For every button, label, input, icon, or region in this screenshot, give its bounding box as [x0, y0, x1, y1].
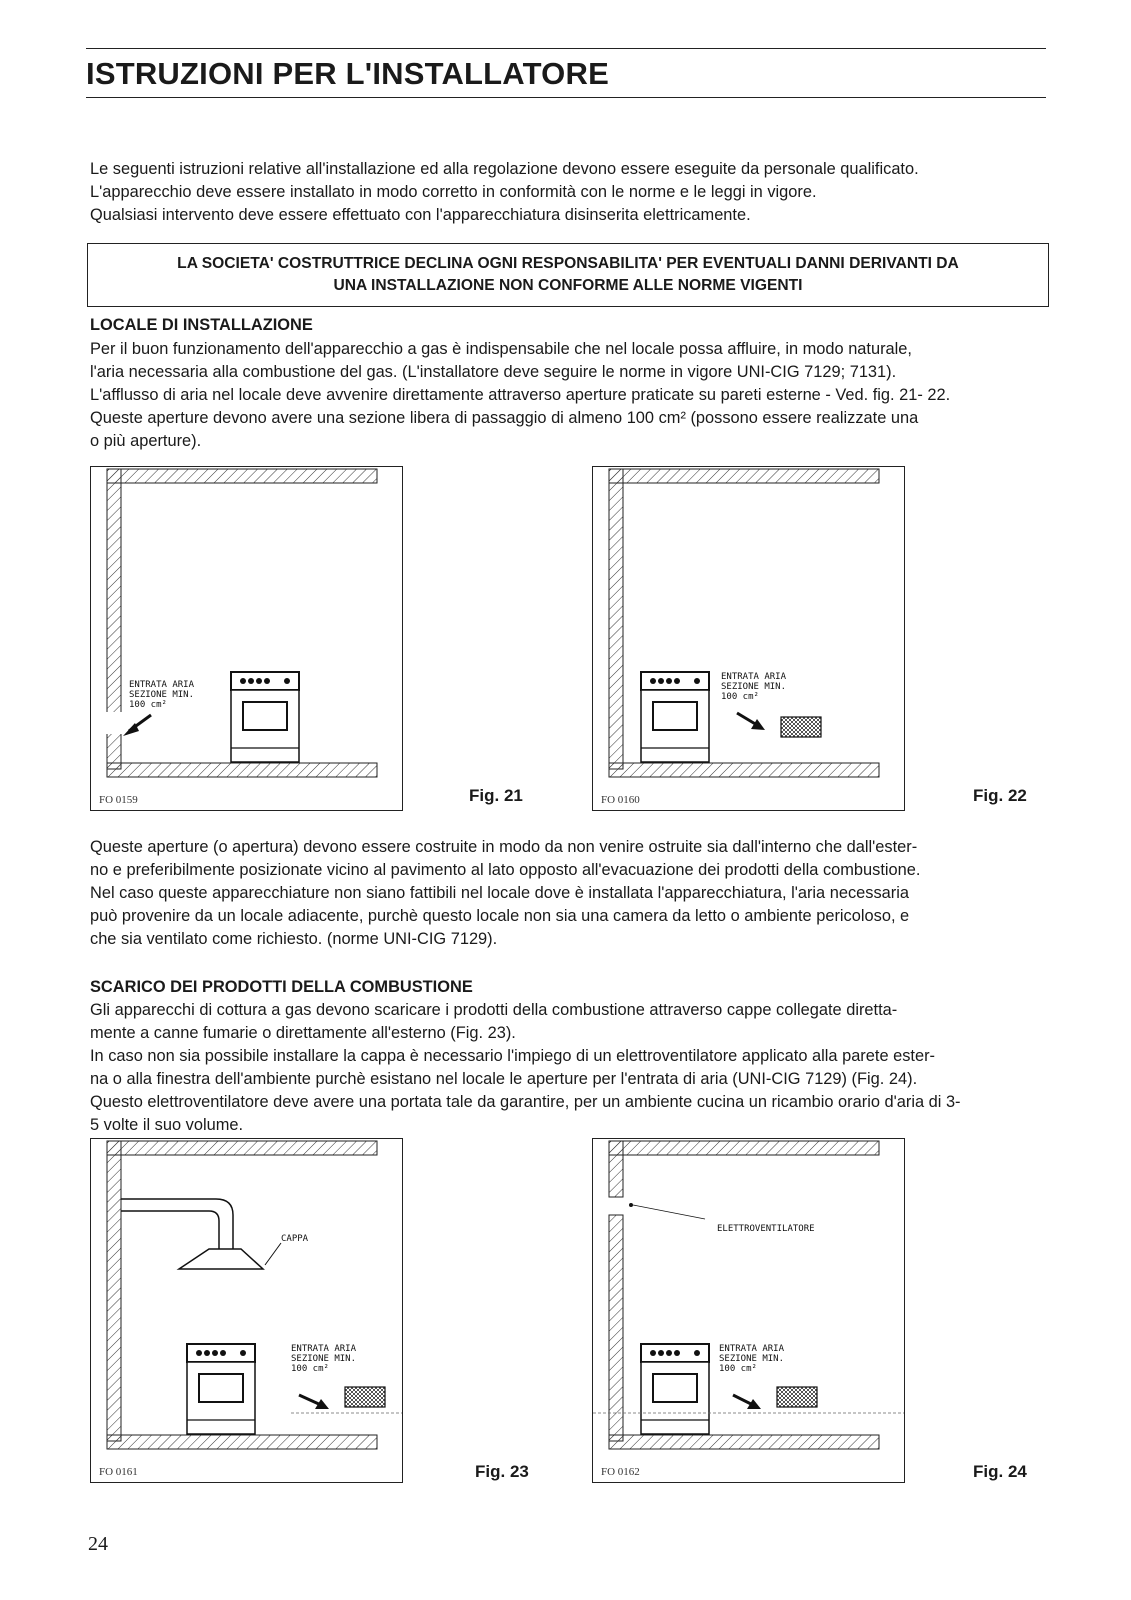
figure-22-drawing	[593, 467, 905, 811]
air-label-line: 100 cm²	[721, 692, 759, 702]
air-inlet-arrow-icon	[733, 1395, 761, 1409]
section-heading-scarico: SCARICO DEI PRODOTTI DELLA COMBUSTIONE	[90, 978, 473, 996]
ceiling	[609, 1141, 879, 1155]
air-vent-grill	[345, 1387, 385, 1407]
figure-code: FO 0160	[601, 794, 640, 806]
hood-duct-icon	[121, 1199, 263, 1269]
air-label-line: SEZIONE MIN.	[721, 682, 787, 692]
air-label-line: SEZIONE MIN.	[719, 1354, 785, 1364]
aperture-line: Queste aperture (o apertura) devono essere costruite in modo da non venire ostruite sia dall'interno che dall'ester-	[90, 838, 918, 856]
figure-21	[90, 466, 403, 811]
figure-label: Fig. 23	[475, 1462, 529, 1481]
air-vent-grill	[777, 1387, 817, 1407]
warning-line: UNA INSTALLAZIONE NON CONFORME ALLE NORME VIGENTI	[333, 277, 803, 294]
locale-line: Queste aperture devono avere una sezione libera di passaggio di almeno 100 cm² (possono essere realizzate una	[90, 409, 919, 427]
aperture-line: Nel caso queste apparecchiature non siano fattibili nel locale dove è installata l'apparecchiatura, l'aria necessaria	[90, 884, 909, 902]
page-title: ISTRUZIONI PER L'INSTALLATORE	[86, 56, 609, 91]
figure-code: FO 0159	[99, 794, 138, 806]
air-vent-grill	[781, 717, 821, 737]
wall-opening	[105, 712, 123, 734]
aperture-paragraph	[90, 836, 1046, 951]
left-wall	[609, 469, 623, 769]
intro-paragraph	[90, 158, 1046, 227]
air-label-line: 100 cm²	[129, 700, 167, 710]
ceiling	[609, 469, 879, 483]
floor	[609, 1435, 879, 1449]
scarico-line: Questo elettroventilatore deve avere una portata tale da garantire, per un ambiente cucina un ricambio orario d'aria di 3-	[90, 1093, 961, 1111]
liability-warning-box	[87, 243, 1049, 307]
cooker-icon	[641, 672, 709, 762]
scarico-line: In caso non sia possibile installare la cappa è necessario l'impiego di un elettroventilatore applicato alla parete ester-	[90, 1047, 936, 1065]
locale-line: Per il buon funzionamento dell'apparecchio a gas è indispensabile che nel locale possa affluire, in modo naturale,	[90, 340, 912, 358]
air-label-line: SEZIONE MIN.	[129, 690, 195, 700]
cooker-icon	[231, 672, 299, 762]
air-label-line: ENTRATA ARIA	[129, 680, 195, 690]
air-label-line: ENTRATA ARIA	[291, 1344, 357, 1354]
left-wall	[107, 1141, 121, 1441]
figure-label: Fig. 22	[973, 786, 1027, 805]
page-number: 24	[88, 1533, 108, 1555]
figure-22	[592, 466, 905, 811]
air-label-line: ENTRATA ARIA	[719, 1344, 785, 1354]
figure-23-drawing	[91, 1139, 403, 1483]
intro-line: Qualsiasi intervento deve essere effettuato con l'apparecchiatura disinserita elettricamente.	[90, 206, 751, 224]
air-label-line: SEZIONE MIN.	[291, 1354, 357, 1364]
air-inlet-arrow-icon	[299, 1395, 329, 1409]
aperture-line: no e preferibilmente posizionate vicino al pavimento al lato opposto all'evacuazione dei prodotti della combustione.	[90, 861, 921, 879]
figure-24	[592, 1138, 905, 1483]
fan-pointer-icon	[629, 1203, 705, 1219]
air-label-line: 100 cm²	[719, 1364, 757, 1374]
title-underline	[86, 97, 1046, 98]
air-label-line: ENTRATA ARIA	[721, 672, 787, 682]
air-inlet-arrow-icon	[123, 715, 151, 736]
figure-24-drawing	[593, 1139, 905, 1483]
scarico-line: mente a canne fumarie o direttamente all'esterno (Fig. 23).	[90, 1024, 516, 1042]
scarico-line: 5 volte il suo volume.	[90, 1116, 244, 1134]
warning-line: LA SOCIETA' COSTRUTTRICE DECLINA OGNI RESPONSABILITA' PER EVENTUALI DANNI DERIVANTI DA	[177, 255, 959, 272]
locale-line: l'aria necessaria alla combustione del gas. (L'installatore deve seguire le norme in vigore UNI-CIG 7129; 7131).	[90, 363, 897, 381]
scarico-paragraph	[90, 999, 1046, 1137]
aperture-line: può provenire da un locale adiacente, purchè questo locale non sia una camera da letto o ambiente pericoloso, e	[90, 907, 910, 925]
hood-label: CAPPA	[281, 1234, 309, 1244]
figure-code: FO 0161	[99, 1466, 138, 1478]
air-inlet-arrow-icon	[737, 713, 765, 730]
cooker-icon	[641, 1344, 709, 1434]
locale-line: o più aperture).	[90, 432, 202, 450]
ceiling	[107, 1141, 377, 1155]
figure-label: Fig. 21	[469, 786, 523, 805]
fan-label: ELETTROVENTILATORE	[717, 1224, 815, 1234]
section-heading-locale: LOCALE DI INSTALLAZIONE	[90, 316, 313, 334]
floor	[107, 1435, 377, 1449]
intro-line: L'apparecchio deve essere installato in modo corretto in conformità con le norme e le leggi in vigore.	[90, 183, 817, 201]
figure-code: FO 0162	[601, 1466, 640, 1478]
locale-paragraph	[90, 338, 1046, 453]
ceiling	[107, 469, 377, 483]
figure-23	[90, 1138, 403, 1483]
scarico-line: na o alla finestra dell'ambiente purchè esistano nel locale le aperture per l'entrata di aria (UNI-CIG 7129) (Fig. 24).	[90, 1070, 918, 1088]
scarico-line: Gli apparecchi di cottura a gas devono scaricare i prodotti della combustione attraverso cappe collegate diretta-	[90, 1001, 898, 1019]
figure-label: Fig. 24	[973, 1462, 1027, 1481]
floor	[107, 763, 377, 777]
floor	[609, 763, 879, 777]
aperture-line: che sia ventilato come richiesto. (norme UNI-CIG 7129).	[90, 930, 498, 948]
air-label-line: 100 cm²	[291, 1364, 329, 1374]
intro-line: Le seguenti istruzioni relative all'installazione ed alla regolazione devono essere eseguite da personale qualificato.	[90, 160, 919, 178]
left-wall-lower	[609, 1215, 623, 1441]
figure-21-drawing	[91, 467, 403, 811]
top-rule	[86, 48, 1046, 49]
locale-line: L'afflusso di aria nel locale deve avvenire direttamente attraverso aperture praticate su pareti esterne - Ved. fig. 21- 22.	[90, 386, 951, 404]
cooker-icon	[187, 1344, 255, 1434]
